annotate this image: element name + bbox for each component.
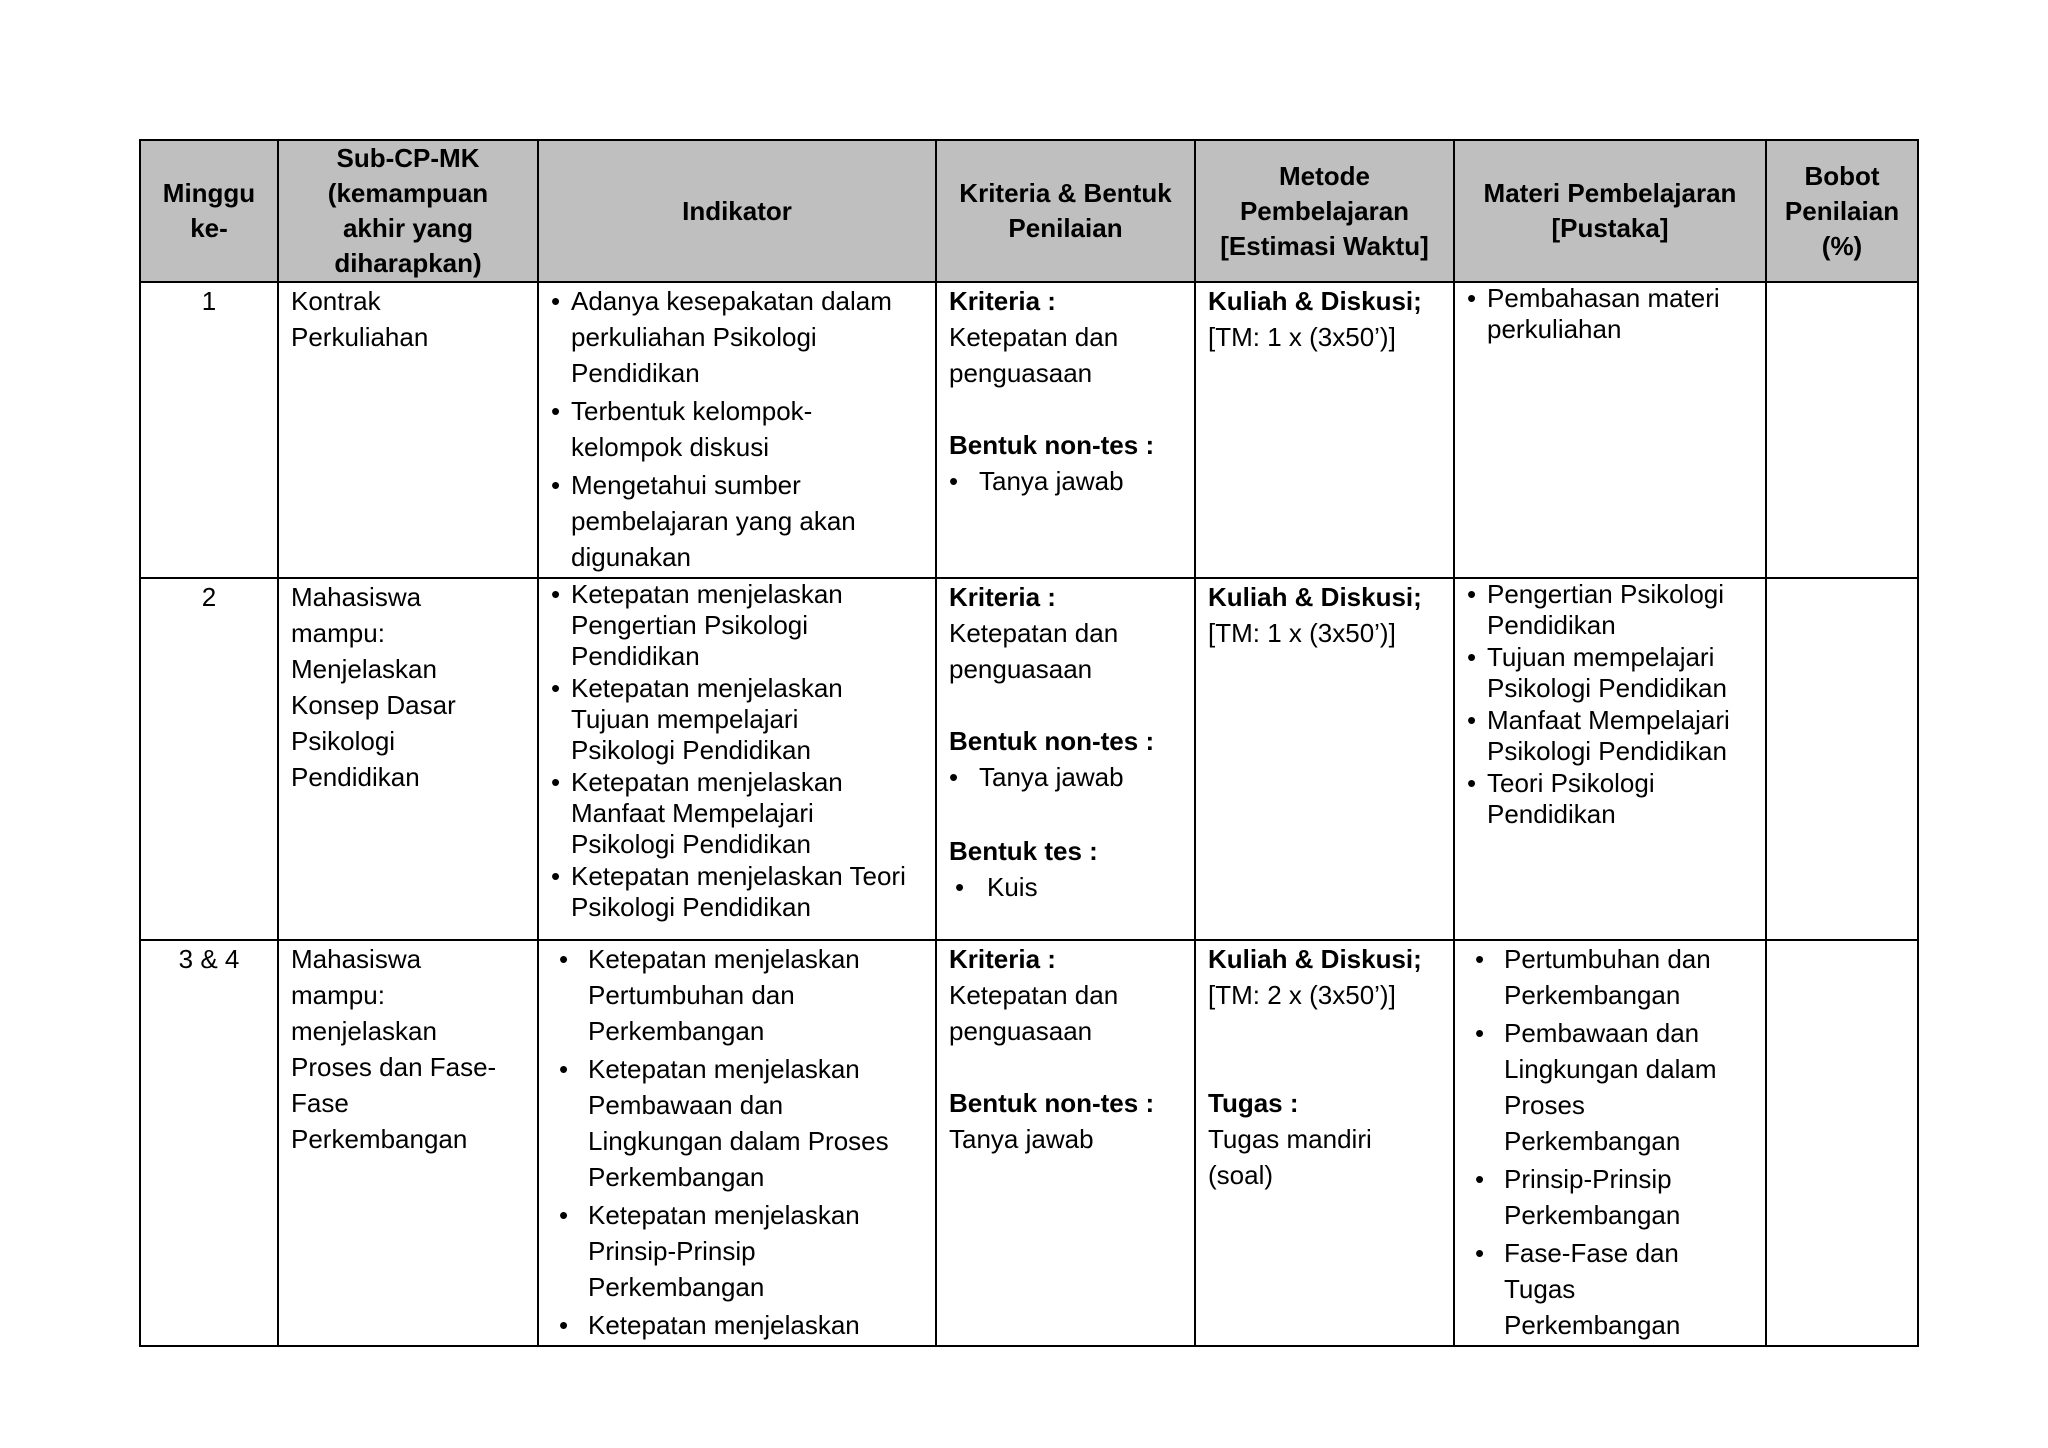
metode-cell [1195,282,1454,578]
bullet-icon: • [1475,1018,1485,1048]
bullet-icon: • [1467,642,1477,672]
sub-cpmk-cell: Kontrak Perkuliahan [278,282,538,578]
list-item: • Adanya kesepakatan dalam perkuliahan Psikologi Pendidikan [551,283,923,391]
indikator-cell [538,282,936,578]
metode-time: [TM: 2 x (3x50’)] [1208,980,1396,1010]
list-item: • Ketepatan menjelaskan Manfaat Mempelajari Psikologi Pendidikan [551,767,843,859]
bobot-cell [1766,578,1918,940]
header-minggu: Minggu ke- [140,140,278,282]
tes-list [949,869,1182,905]
list-item: • Pembawaan dan Lingkungan dalam Proses Perkembangan [1467,1015,1753,1159]
nontes-list [949,463,1182,499]
bullet-icon: • [1475,1164,1485,1194]
nontes-label: Bentuk non-tes : [949,1088,1155,1118]
kriteria-label: Kriteria : [949,582,1056,612]
indikator-list [551,579,923,923]
kriteria-cell: Kriteria : Ketepatan dan penguasaan Bentuk non-tes : • Tanya jawab [936,282,1195,578]
kriteria-label: Kriteria : [949,944,1056,974]
week-cell: 3 & 4 [140,940,278,1346]
materi-cell [1454,940,1766,1346]
list-item: • Pembahasan materi perkuliahan [1467,283,1720,344]
materi-cell [1454,282,1766,578]
kriteria-cell: Kriteria : Ketepatan dan penguasaan Bentuk non-tes : • Tanya jawab Bentuk tes : • Kuis [936,578,1195,940]
bullet-icon: • [551,286,561,316]
header-metode: Metode Pembelajaran [Estimasi Waktu] [1195,140,1454,282]
bullet-icon: • [559,1054,569,1084]
list-item: • Pengertian Psikologi Pendidikan [1467,579,1725,640]
rps-table [139,139,1919,1347]
bobot-cell [1766,282,1918,578]
table-row-week-3-4 [140,940,1918,1346]
indikator-cell [538,940,936,1346]
bullet-icon: • [1467,705,1477,735]
list-item: • Manfaat Mempelajari Psikologi Pendidikan [1467,705,1730,766]
table-row-week-1 [140,282,1918,578]
metode-time: [TM: 1 x (3x50’)] [1208,322,1396,352]
week-cell: 2 [140,578,278,940]
metode-cell [1195,578,1454,940]
bullet-icon: • [1467,579,1477,609]
list-item: • Tanya jawab [949,463,1182,499]
bullet-icon: • [551,396,561,426]
bullet-icon: • [1475,944,1485,974]
header-materi: Materi Pembelajaran [Pustaka] [1454,140,1766,282]
list-item: • Ketepatan menjelaskan Pertumbuhan dan Perkembangan [551,941,923,1049]
nontes-label: Bentuk non-tes : [949,430,1155,460]
materi-list [1467,283,1753,345]
header-bobot: Bobot Penilaian (%) [1766,140,1918,282]
bullet-icon: • [1467,283,1477,313]
bullet-icon: • [955,872,965,902]
header-row [140,140,1918,282]
list-item: • Ketepatan menjelaskan Tujuan mempelajari Psikologi Pendidikan [551,673,843,765]
sub-cpmk-cell: Mahasiswa mampu: menjelaskan Proses dan Fase- Fase Perkembangan [278,940,538,1346]
bullet-icon: • [551,470,561,500]
list-item: • Pertumbuhan dan Perkembangan [1467,941,1753,1013]
bullet-icon: • [551,767,561,797]
materi-list [1467,941,1753,1343]
list-item: • Ketepatan menjelaskan Pembawaan dan Lingkungan dalam Proses Perkembangan [551,1051,923,1195]
nontes-label: Bentuk non-tes : [949,726,1155,756]
week-cell: 1 [140,282,278,578]
indikator-list [551,941,923,1343]
list-item: • Mengetahui sumber pembelajaran yang akan digunakan [551,467,923,575]
metode-cell: Kuliah & Diskusi; [TM: 2 x (3x50’)] Tugas : Tugas mandiri (soal) [1195,940,1454,1346]
bullet-icon: • [559,1200,569,1230]
list-item: • Ketepatan menjelaskan Pengertian Psikologi Pendidikan [551,579,843,671]
bullet-icon: • [559,1310,569,1340]
list-item: • Tujuan mempelajari Psikologi Pendidikan [1467,642,1727,703]
list-item: • Fase-Fase dan Tugas Perkembangan [1467,1235,1753,1343]
bullet-icon: • [551,673,561,703]
bobot-cell [1766,940,1918,1346]
kriteria-cell: Kriteria : Ketepatan dan penguasaan Bentuk non-tes : Tanya jawab [936,940,1195,1346]
header-indikator: Indikator [538,140,936,282]
tugas-label: Tugas : [1208,1088,1299,1118]
list-item: • Ketepatan menjelaskan [551,1307,923,1343]
list-item: • Prinsip-Prinsip Perkembangan [1467,1161,1753,1233]
header-kriteria: Kriteria & Bentuk Penilaian [936,140,1195,282]
indikator-cell [538,578,936,940]
bullet-icon: • [1467,768,1477,798]
metode-label: Kuliah & Diskusi; [1208,286,1422,316]
list-item: • Ketepatan menjelaskan Teori Psikologi Pendidikan [551,861,906,922]
list-item: • Tanya jawab [949,759,1182,795]
list-item: • Ketepatan menjelaskan Prinsip-Prinsip Perkembangan [551,1197,923,1305]
nontes-list [949,759,1182,795]
metode-label: Kuliah & Diskusi; [1208,944,1422,974]
kriteria-label: Kriteria : [949,286,1056,316]
bullet-icon: • [551,579,561,609]
bullet-icon: • [949,466,959,496]
indikator-list [551,283,923,575]
metode-time: [TM: 1 x (3x50’)] [1208,618,1396,648]
list-item: • Teori Psikologi Pendidikan [1467,768,1655,829]
materi-cell [1454,578,1766,940]
bullet-icon: • [559,944,569,974]
sub-cpmk-cell: Mahasiswa mampu: Menjelaskan Konsep Dasar Psikologi Pendidikan [278,578,538,940]
metode-label: Kuliah & Diskusi; [1208,582,1422,612]
bullet-icon: • [1475,1238,1485,1268]
list-item: • Kuis [949,869,1182,905]
bullet-icon: • [551,861,561,891]
table-row-week-2 [140,578,1918,940]
list-item: • Terbentuk kelompok- kelompok diskusi [551,393,923,465]
header-sub-cpmk: Sub-CP-MK (kemampuan akhir yang diharapkan) [278,140,538,282]
tes-label: Bentuk tes : [949,836,1098,866]
materi-list [1467,579,1753,830]
bullet-icon: • [949,762,959,792]
